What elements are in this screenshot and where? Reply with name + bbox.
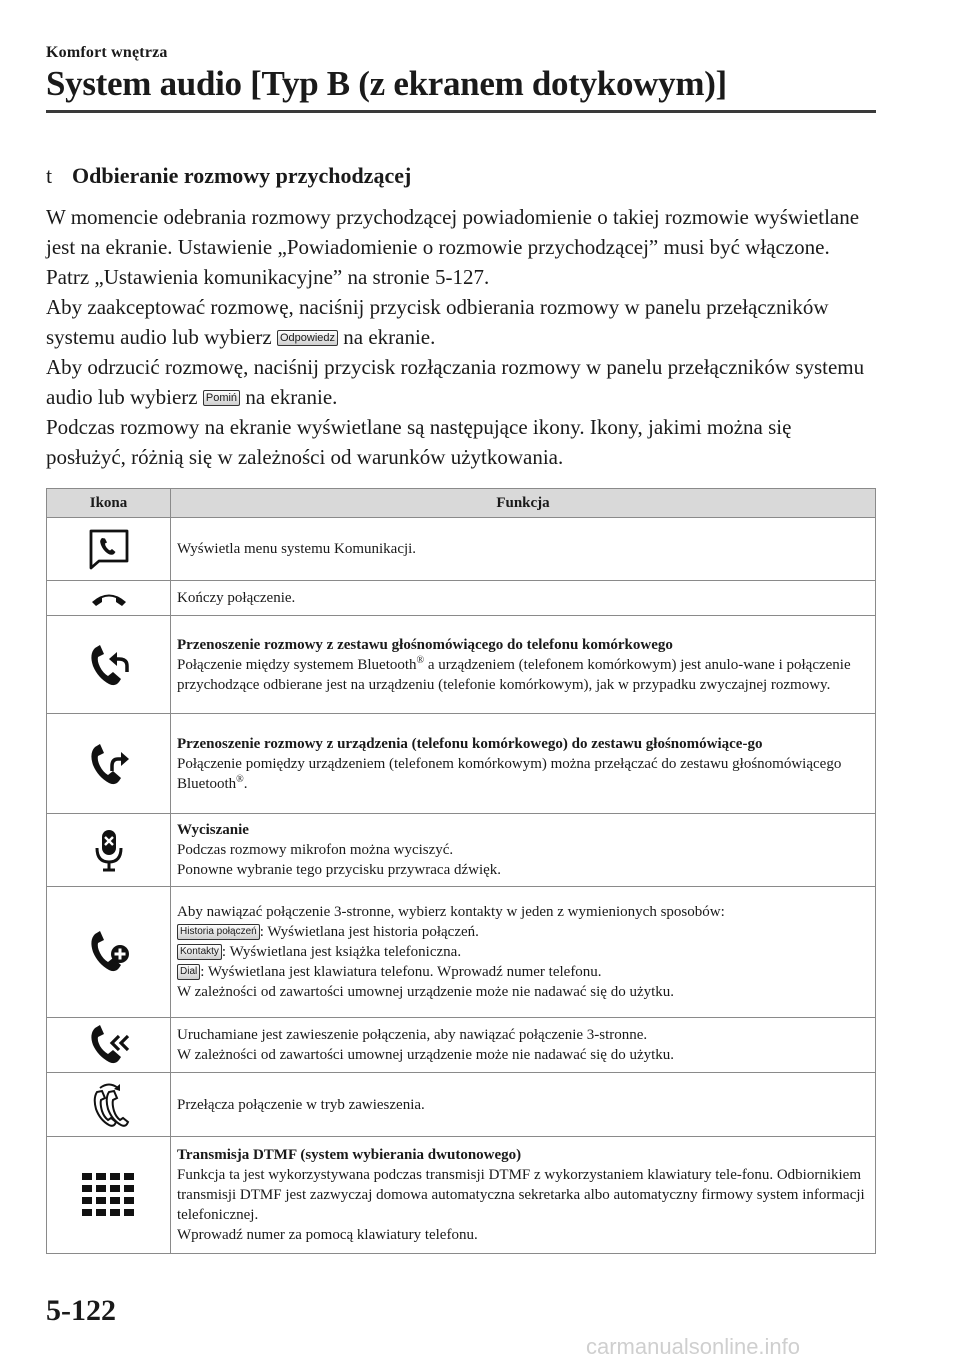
icon-cell (47, 518, 171, 581)
paragraph-reference: Patrz „Ustawienia komunikacyjne” na stronie 5-127. (46, 265, 490, 289)
transfer-to-phone-icon[interactable] (87, 642, 131, 688)
row-description (177, 754, 870, 794)
icon-cell (47, 1073, 171, 1137)
icon-cell (47, 887, 171, 1018)
paragraph-accept-call (46, 292, 876, 352)
icon-cell (47, 616, 171, 714)
icon-cell (47, 1137, 171, 1254)
header-divider (46, 110, 876, 113)
section-heading (46, 163, 411, 189)
function-cell (171, 1137, 876, 1254)
description-line: Podczas rozmowy mikrofon można wyciszyć. (177, 842, 454, 858)
row-title: Transmisja DTMF (system wybierania dwutonowego) (177, 1147, 522, 1163)
option-text: : Wyświetlana jest klawiatura telefonu. Wprowadź numer telefonu. (200, 964, 602, 980)
table-row (47, 1018, 876, 1073)
description-line: W zależności od zawartości umownej urządzenie może nie nadawać się do użytku. (177, 1047, 675, 1063)
communication-menu-icon[interactable] (87, 527, 131, 571)
description-line: Ponowne wybranie tego przycisku przywraca dźwięk. (177, 862, 502, 878)
answer-button[interactable]: Odpowiedz (277, 330, 338, 346)
description-line: Wprowadź numer za pomocą klawiatury telefonu. (177, 1227, 478, 1243)
icon-cell (47, 1018, 171, 1073)
watermark: carmanualsonline.info (586, 1334, 801, 1359)
row-description: Przełącza połączenie w tryb zawieszenia. (177, 1096, 425, 1113)
row-description: Kończy połączenie. (177, 590, 296, 606)
icon-cell (47, 814, 171, 887)
section-heading-text: Odbieranie rozmowy przychodzącej (72, 163, 412, 188)
paragraph-icons-intro: Podczas rozmowy na ekranie wyświetlane są następujące ikony. Ikony, jakimi można się posłużyć, różnią się w zależności od warunków użytkowania. (46, 415, 792, 469)
function-cell (171, 581, 876, 616)
option-call-history (177, 922, 870, 942)
table-row (47, 714, 876, 814)
function-cell (171, 714, 876, 814)
column-header-icon: Ikona (47, 489, 171, 518)
keypad-icon[interactable] (82, 1173, 136, 1217)
row-description (177, 902, 870, 1002)
option-text: : Wyświetlana jest książka telefoniczna. (221, 944, 462, 960)
function-cell (171, 518, 876, 581)
description-text: Połączenie pomiędzy urządzeniem (telefonem komórkowym) można przełączać do zestawu głośnomówiącego Bluetooth (177, 755, 842, 792)
hold-call-icon[interactable] (87, 1024, 131, 1066)
table-header-row (47, 489, 876, 518)
swap-calls-icon[interactable] (87, 1082, 131, 1128)
table-row (47, 1073, 876, 1137)
description-text: a urządzeniem (telefonem komórkowym) jest anulo-wane i połączenie przychodzące odbierane jest na urządzeniu (telefonie komórkowym), jak w przypadku zwyczajnej rozmowy. (177, 656, 851, 693)
accept-text-before: Aby zaakceptować rozmowę, naciśnij przycisk odbierania rozmowy w panelu przełączników systemu audio lub wybierz (46, 295, 829, 349)
registered-mark: ® (236, 773, 244, 785)
table-row (47, 814, 876, 887)
table-row (47, 616, 876, 714)
skip-button[interactable]: Pomiń (203, 390, 240, 406)
table-row (47, 887, 876, 1018)
function-cell (171, 1073, 876, 1137)
paragraph-reject-call (46, 352, 876, 412)
heading-bullet: t (46, 163, 53, 188)
reject-text-after: na ekranie. (240, 385, 338, 409)
row-description (177, 1165, 870, 1245)
row-title: Wyciszanie (177, 822, 249, 838)
add-call-icon[interactable] (87, 928, 131, 976)
body-text (46, 202, 876, 472)
description-text: Połączenie między systemem Bluetooth (177, 656, 417, 673)
icon-cell (47, 581, 171, 616)
accept-text-after: na ekranie. (338, 325, 436, 349)
description-line: Aby nawiązać połączenie 3-stronne, wybierz kontakty w jeden z wymienionych sposobów: (177, 904, 725, 920)
function-cell (171, 814, 876, 887)
reject-text-before: Aby odrzucić rozmowę, naciśnij przycisk rozłączania rozmowy w panelu przełączników systemu audio lub wybierz (46, 355, 865, 409)
row-title: Przenoszenie rozmowy z urządzenia (telefonu komórkowego) do zestawu głośnomówiące-go (177, 735, 763, 752)
description-text: . (243, 775, 248, 792)
row-description (177, 840, 870, 880)
description-line: Uruchamiane jest zawieszenie połączenia, aby nawiązać połączenie 3-stronne. (177, 1027, 648, 1043)
row-description (177, 655, 870, 695)
option-contacts (177, 942, 870, 962)
table-row (47, 581, 876, 616)
function-cell (171, 1018, 876, 1073)
table-row (47, 1137, 876, 1254)
page-title: System audio [Typ B (z ekranem dotykowym)] (46, 64, 727, 103)
end-call-icon[interactable] (87, 587, 131, 609)
column-header-function: Funkcja (171, 489, 876, 518)
row-title: Przenoszenie rozmowy z zestawu głośnomówiącego do telefonu komórkowego (177, 636, 673, 653)
mute-microphone-icon[interactable] (94, 827, 124, 873)
description-line: Funkcja ta jest wykorzystywana podczas transmisji DTMF z wykorzystaniem klawiatury tele-fonu. Odbiornikiem transmisji DTMF jest zazwyczaj domowa automatyczna sekretarka albo automatyczny firmowy system informacji telefonicznej. (177, 1167, 865, 1223)
page-number: 5-122 (46, 1294, 116, 1327)
section-label: Komfort wnętrza (46, 44, 168, 61)
row-description: Wyświetla menu systemu Komunikacji. (177, 541, 417, 557)
icon-cell (47, 714, 171, 814)
transfer-to-handsfree-icon[interactable] (87, 741, 131, 787)
option-text: : Wyświetlana jest historia połączeń. (259, 924, 479, 940)
description-line: W zależności od zawartości umownej urządzenie może nie nadawać się do użytku. (177, 984, 675, 1000)
call-history-button[interactable]: Historia połączeń (177, 924, 260, 940)
option-dial (177, 962, 870, 982)
function-cell (171, 616, 876, 714)
paragraph-notification: W momencie odebrania rozmowy przychodzącej powiadomienie o takiej rozmowie wyświetlane jest na ekranie. Ustawienie „Powiadomienie o rozmowie przychodzącej” musi być włączone. (46, 205, 860, 259)
registered-mark: ® (416, 654, 425, 666)
icon-function-table (46, 488, 876, 1254)
dial-button[interactable]: Dial (177, 964, 200, 980)
function-cell (171, 887, 876, 1018)
row-description (177, 1025, 870, 1065)
contacts-button[interactable]: Kontakty (177, 944, 222, 960)
table-row (47, 518, 876, 581)
